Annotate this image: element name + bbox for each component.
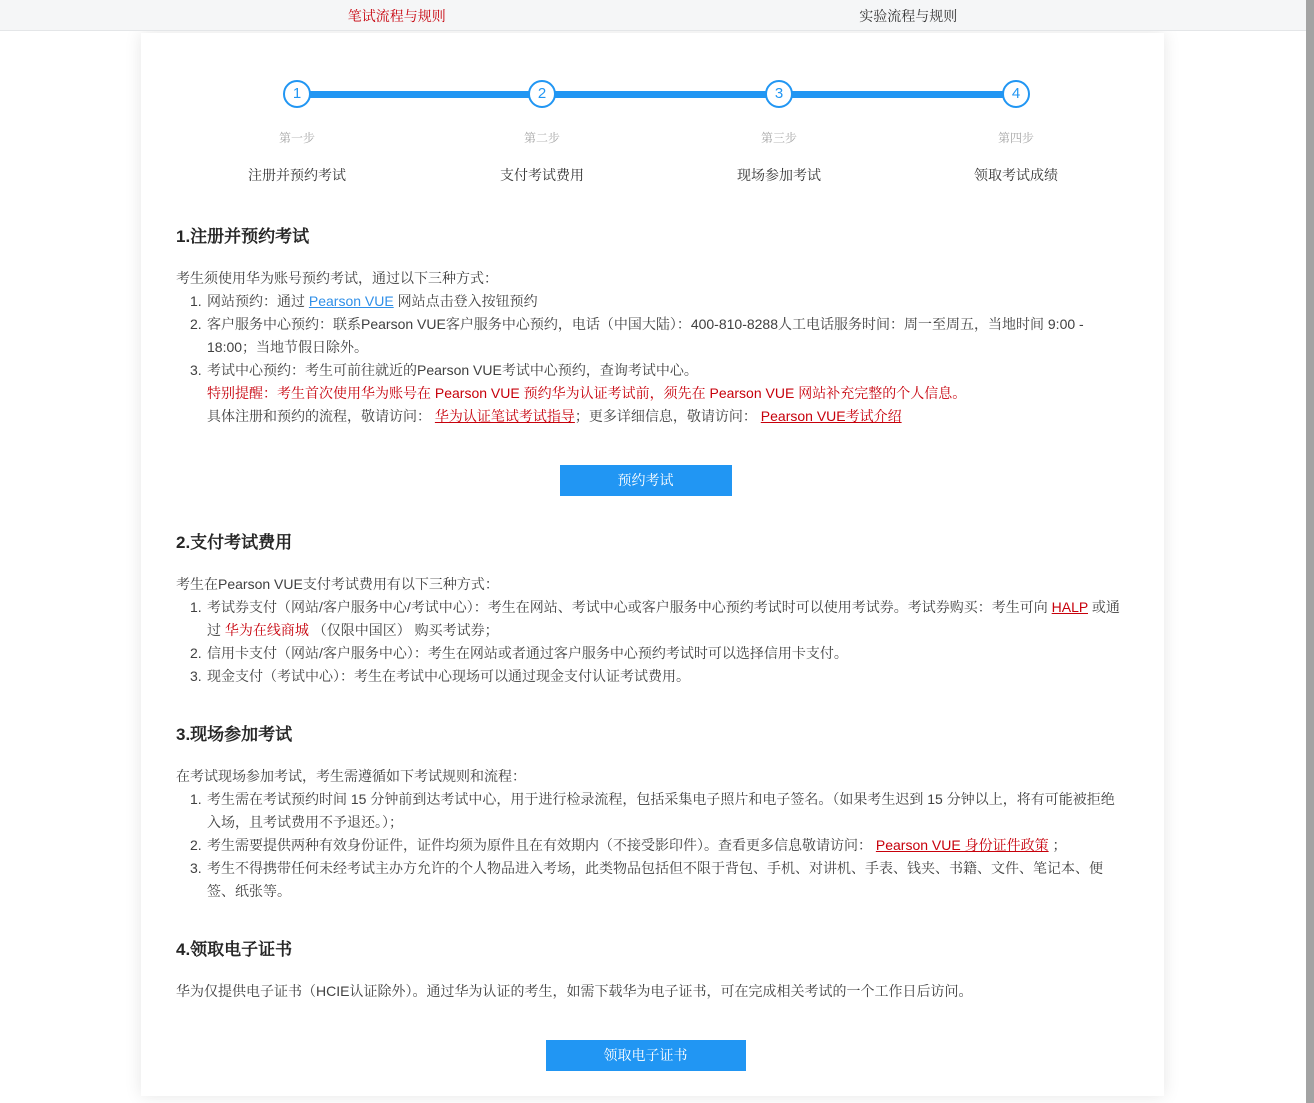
section-ecert [176, 939, 1122, 1071]
tab-written-exam-rules[interactable]: 笔试流程与规则 [347, 7, 446, 24]
section-pay [176, 532, 1122, 688]
tab-lab-exam-rules[interactable]: 实验流程与规则 [859, 7, 958, 24]
list-item-text [207, 642, 1122, 665]
text-segment: （仅限中国区） 购买考试券； [308, 622, 499, 638]
halp-link[interactable]: HALP [1051, 599, 1088, 615]
section-title: 3.现场参加考试 [176, 725, 293, 744]
pearson-vue-link[interactable]: Pearson VUE [308, 293, 394, 309]
step-4-sub: 第四步 [997, 131, 1034, 145]
written-exam-guide-link[interactable]: 华为认证笔试考试指导 [434, 408, 575, 424]
section-onsite [176, 724, 1122, 903]
text-segment: ；更多详细信息，敬请访问： [574, 408, 761, 424]
text-segment: ； [1048, 837, 1067, 853]
ordered-list [176, 788, 1122, 903]
top-tabbar [0, 0, 1314, 31]
text-segment: 考生须使用华为账号预约考试，通过以下三种方式： [176, 270, 498, 286]
text-segment: 网站预约：通过 [207, 293, 309, 309]
list-item-number: 2. [190, 645, 202, 661]
text-segment: 网站点击登入按钮预约 [393, 293, 538, 309]
tabbar-inner [141, 0, 1164, 31]
ordered-list [176, 290, 1122, 382]
text-segment: 在考试现场参加考试，考生需遵循如下考试规则和流程： [176, 768, 526, 784]
list-item-number: 1. [190, 599, 202, 615]
step-2-name: 支付考试费用 [500, 167, 584, 183]
pearson-vue-intro-link[interactable]: Pearson VUE考试介绍 [760, 408, 902, 424]
step-1-sub: 第一步 [278, 131, 315, 145]
section-title: 2.支付考试费用 [176, 533, 293, 552]
step-2-sub: 第二步 [523, 131, 560, 145]
paragraph [176, 980, 1122, 1003]
text-segment: 现金支付（考试中心）：考生在考试中心现场可以通过现金支付认证考试费用。 [207, 668, 690, 684]
text-segment: 具体注册和预约的流程，敬请访问： [207, 408, 435, 424]
get-ecert-button[interactable]: 领取电子证书 [546, 1040, 746, 1071]
list-item-number: 3. [190, 860, 202, 876]
list-item [190, 834, 1122, 857]
paragraph [176, 267, 1122, 290]
list-item [190, 665, 1122, 688]
list-item [190, 290, 1122, 313]
text-segment: 信用卡支付（网站/客户服务中心）：考生在网站或者通过客户服务中心预约考试时可以选择信用卡支付。 [207, 645, 848, 661]
text-segment: 客户服务中心预约：联系Pearson VUE客户服务中心预约，电话（中国大陆）：400-810-8288人工电话服务时间：周一至周五，当地时间 9:00 - 18:00；当地节假日除外。 [207, 316, 1084, 355]
sections-container [176, 226, 1122, 1071]
step-1-circle: 1 [283, 80, 311, 108]
text-segment: 考试中心预约：考生可前往就近的Pearson VUE考试中心预约，查询考试中心。 [207, 362, 698, 378]
text-segment: 考生在Pearson VUE支付考试费用有以下三种方式： [176, 576, 499, 592]
list-item [190, 857, 1122, 903]
content-card [141, 33, 1164, 1096]
step-3-circle: 3 [765, 80, 793, 108]
text-segment: 华为仅提供电子证书（HCIE认证除外）。通过华为认证的考生，如需下载华为电子证书，可在完成相关考试的一个工作日后访问。 [176, 983, 973, 999]
text-segment: 特别提醒：考生首次使用华为账号在 Pearson VUE 预约华为认证考试前，须先在 Pearson VUE 网站补充完整的个人信息。 [207, 385, 967, 401]
list-item-number: 2. [190, 837, 202, 853]
list-item-text [207, 857, 1122, 903]
scrollbar-thumb[interactable] [1306, 0, 1314, 1103]
step-1-register [187, 80, 407, 185]
text-segment: 考生需要提供两种有效身份证件，证件均须为原件且在有效期内（不接受影印件）。查看更多信息敬请访问： [207, 837, 876, 853]
list-item-text [207, 359, 1122, 382]
text-segment: 考试券支付（网站/客户服务中心/考试中心）：考生在网站、考试中心或客户服务中心预约考试时可以使用考试券。考试券购买：考生可向 [207, 599, 1052, 615]
list-item-number: 3. [190, 362, 202, 378]
list-item [190, 596, 1122, 642]
list-item [190, 642, 1122, 665]
step-4-results [906, 80, 1126, 185]
list-item-text [207, 290, 1122, 313]
section-title: 1.注册并预约考试 [176, 227, 310, 246]
list-item-text [207, 596, 1122, 642]
button-row [176, 1040, 1115, 1071]
list-item [190, 359, 1122, 382]
step-3-attend [669, 80, 889, 185]
list-item-text [207, 834, 1122, 857]
exam-steps-progress [141, 80, 1164, 183]
list-item [190, 313, 1122, 359]
huawei-online-store-link[interactable]: 华为在线商城 [224, 622, 309, 638]
text-segment: 考生需在考试预约时间 15 分钟前到达考试中心，用于进行检录流程，包括采集电子照片和电子签名。（如果考生迟到 15 分钟以上，将有可能被拒绝入场，且考试费用不予退还。）； [207, 791, 1115, 830]
step-3-sub: 第三步 [760, 131, 797, 145]
text-segment: 或通过 [207, 599, 1120, 638]
section-title: 4.领取电子证书 [176, 940, 293, 959]
list-item-number: 3. [190, 668, 202, 684]
list-item-text [207, 313, 1122, 359]
step-3-name: 现场参加考试 [737, 167, 821, 183]
list-item-text [207, 788, 1122, 834]
list-item-number: 1. [190, 791, 202, 807]
id-policy-link[interactable]: Pearson VUE 身份证件政策 [875, 837, 1049, 853]
list-item [190, 788, 1122, 834]
button-row [176, 465, 1115, 496]
book-exam-button[interactable]: 预约考试 [560, 465, 732, 496]
paragraph [207, 405, 1122, 428]
section-register [176, 226, 1122, 496]
vertical-scrollbar[interactable] [1306, 0, 1314, 1103]
step-2-circle: 2 [528, 80, 556, 108]
ordered-list [176, 596, 1122, 688]
paragraph [207, 382, 1122, 405]
step-4-circle: 4 [1002, 80, 1030, 108]
step-4-name: 领取考试成绩 [974, 167, 1058, 183]
paragraph [176, 765, 1122, 788]
list-item-number: 2. [190, 316, 202, 332]
text-segment: 考生不得携带任何未经考试主办方允许的个人物品进入考场，此类物品包括但不限于背包、手机、对讲机、手表、钱夹、书籍、文件、笔记本、便签、纸张等。 [207, 860, 1103, 899]
list-item-number: 1. [190, 293, 202, 309]
step-1-name: 注册并预约考试 [248, 167, 346, 183]
step-2-pay [432, 80, 652, 185]
list-item-text [207, 665, 1122, 688]
paragraph [176, 573, 1122, 596]
